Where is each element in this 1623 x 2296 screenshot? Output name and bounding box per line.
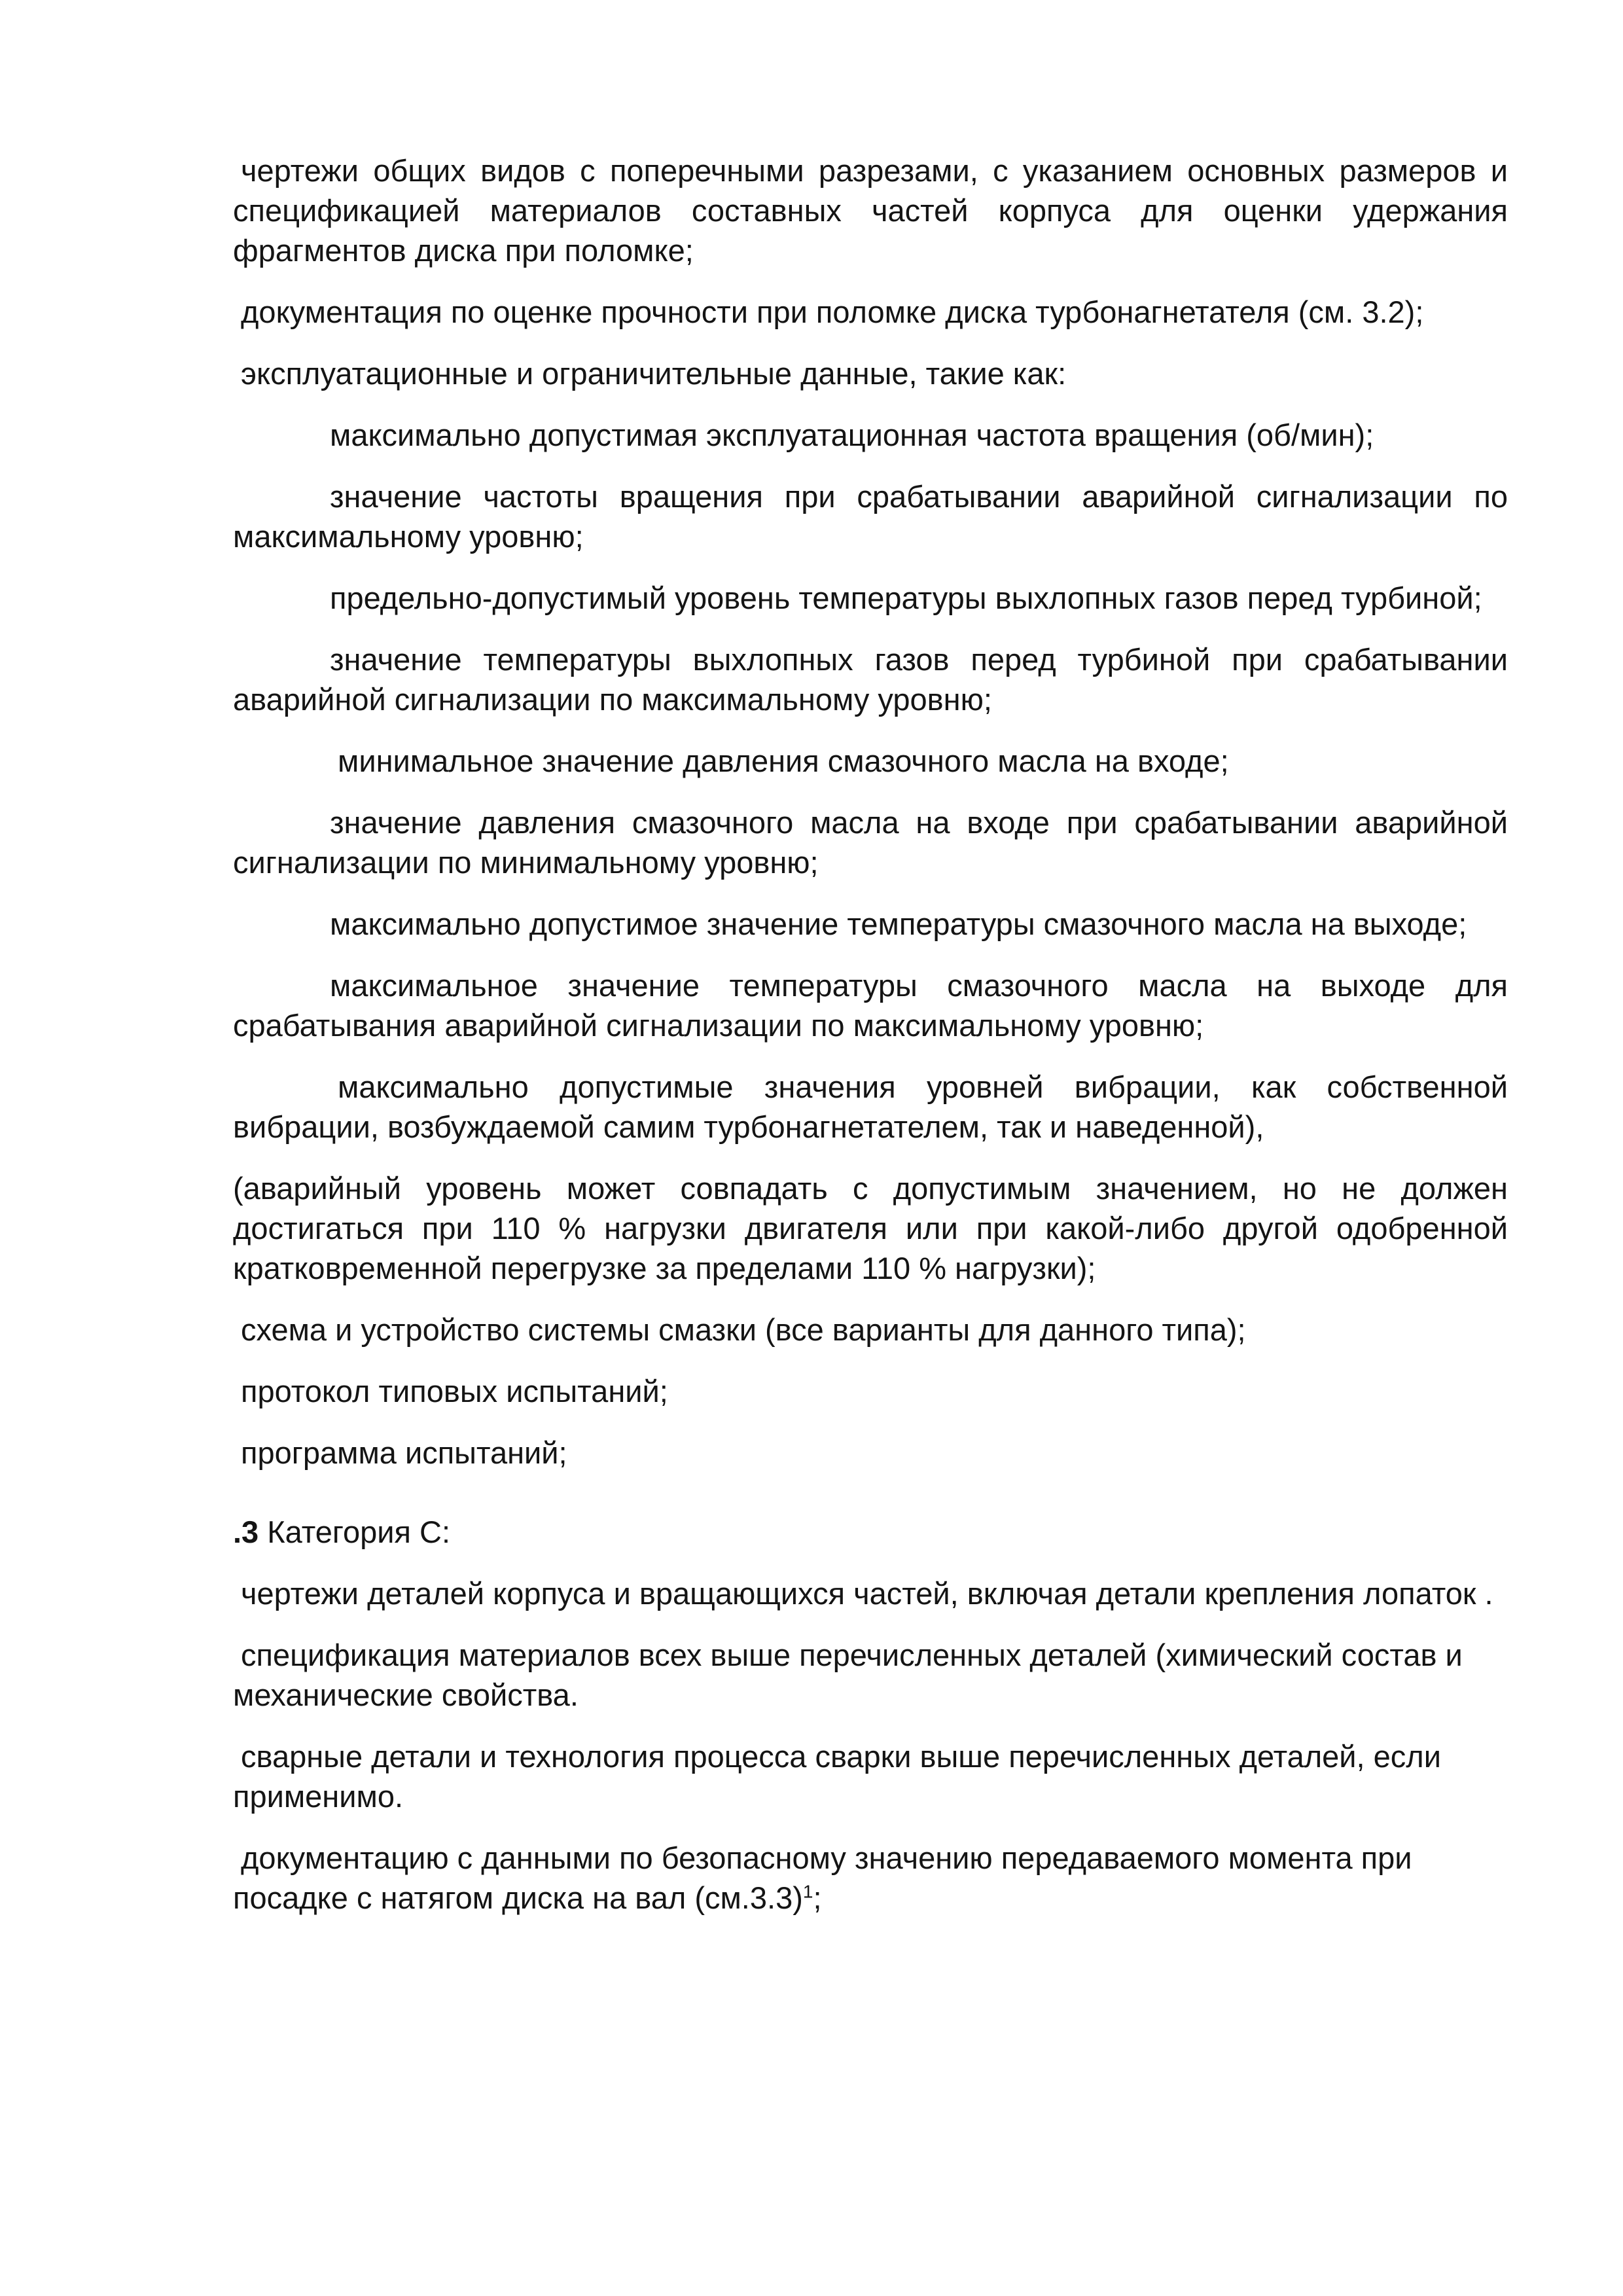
sub-item: значение давления смазочного масла на входе при срабатывании аварийной сигнализации по минимальному уровню; [233, 805, 1508, 880]
sub-item: максимально допустимые значения уровней вибрации, как собственной вибрации, возбуждаемой самим турбонагнетателем, так и наведенной), [233, 1069, 1508, 1144]
note-paragraph: (аварийный уровень может совпадать с допустимым значением, но не должен достигаться при 110 % нагрузки двигателя или при какой-либо другой одобренной кратковременной перегрузке за пределами 110 % нагрузки); [233, 1171, 1508, 1285]
category-item: чертежи деталей корпуса и вращающихся частей, включая детали крепления лопаток . [241, 1576, 1493, 1611]
footnote-marker: 1 [802, 1881, 813, 1902]
paragraph: программа испытаний; [241, 1435, 567, 1470]
category-item-end: ; [813, 1880, 822, 1915]
section-heading [233, 1512, 1508, 1552]
category-item: сварные детали и технология процесса сварки выше перечисленных деталей, если применимо. [233, 1739, 1441, 1814]
sub-item: минимальное значение давления смазочного масла на входе; [338, 744, 1229, 778]
category-item-text: документацию с данными по безопасному значению передаваемого момента при посадке с натягом диска на вал (см.3.3) [233, 1840, 1412, 1915]
sub-item: максимально допустимая эксплуатационная частота вращения (об/мин); [330, 418, 1374, 452]
section-number: .3 [233, 1515, 259, 1549]
paragraph: протокол типовых испытаний; [241, 1374, 668, 1408]
category-item: спецификация материалов всех выше перечисленных деталей (химический состав и механические свойства. [233, 1638, 1463, 1712]
sub-item: предельно-допустимый уровень температуры выхлопных газов перед турбиной; [330, 581, 1482, 615]
document-page [233, 151, 1508, 1939]
paragraph: эксплуатационные и ограничительные данные, такие как: [241, 356, 1067, 391]
paragraph: чертежи общих видов с поперечными разрезами, с указанием основных размеров и спецификацией материалов составных частей корпуса для оценки удержания фрагментов диска при поломке; [233, 153, 1508, 268]
sub-item: максимально допустимое значение температуры смазочного масла на выходе; [330, 906, 1467, 941]
sub-item: значение температуры выхлопных газов перед турбиной при срабатывании аварийной сигнализации по максимальному уровню; [233, 642, 1508, 717]
sub-item: значение частоты вращения при срабатывании аварийной сигнализации по максимальному уровню; [233, 479, 1508, 554]
paragraph: схема и устройство системы смазки (все варианты для данного типа); [241, 1312, 1246, 1347]
sub-item: максимальное значение температуры смазочного масла на выходе для срабатывания аварийной сигнализации по максимальному уровню; [233, 968, 1508, 1043]
category-item [233, 1838, 1508, 1918]
section-title: Категория С: [267, 1515, 451, 1549]
paragraph: документация по оценке прочности при поломке диска турбонагнетателя (см. 3.2); [241, 295, 1424, 329]
